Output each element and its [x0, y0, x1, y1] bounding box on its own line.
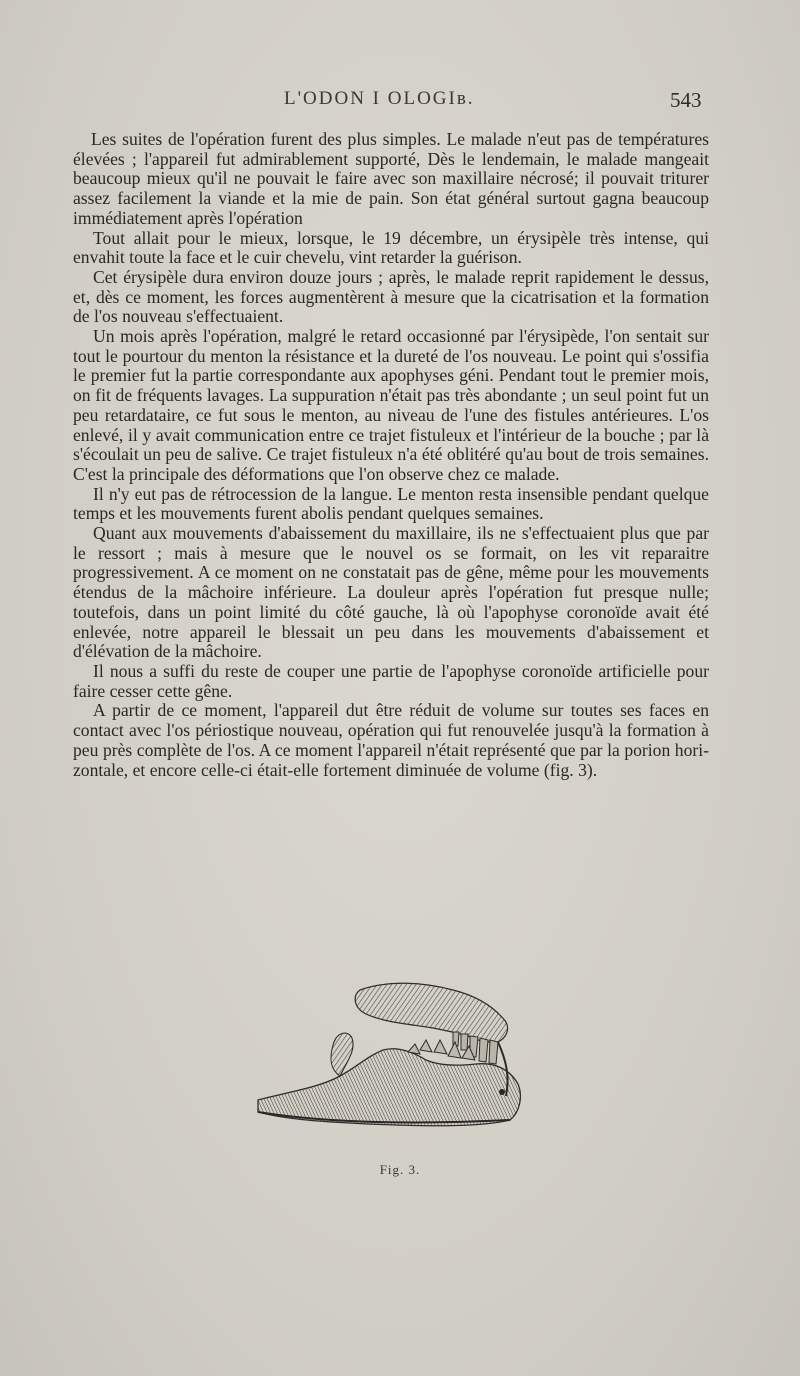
- paragraph: Cet érysipèle dura environ douze jours ; après, le malade reprit rapidement le dessus, et, dès ce moment, les forces augmentèrent à mesure que la cicatrisation et la formation de l'os nouveau s'effectuaient.: [73, 266, 709, 327]
- page-number: 543: [670, 88, 702, 112]
- paragraph: Les suites de l'opération furent des plus simples. Le malade n'eut pas de températures élevées ; l'appareil fut admirablement supporté, Dès le lendemain, le malade mangeait beaucoup mieux qu'il ne pouvait le faire avec son maxillaire nécrosé; il pouvait triturer assez facilement la viande et la mie de pain. Son état général surtout gagna beaucoup immédiatement après l'opération: [73, 129, 709, 228]
- paragraph: Un mois après l'opération, malgré le retard occasionné par l'érysipède, l'on sentait sur tout le pourtour du menton la résistance et la dureté de l'os nouveau. Le point qui s'ossifia le premier fut la partie correspondante aux apophyses géni. Pendant tout le premier mois, on fit de fréquents lavages. La suppuration n'était pas très abondante ; un seul point fut un peu retardataire, ce fut sous le menton, au niveau de l'une des fistules antérieures. L'os enlevé, il y avait communication entre ce trajet fistuleux et l'intérieur de la bouche ; par là s'écoulait un peu de salive. Ce trajet fistuleux n'a été oblitéré qu'au bout de trois semaines. C'est la principale des déformations que l'on observe chez ce malade.: [73, 326, 709, 484]
- paragraph: Il n'y eut pas de rétrocession de la langue. Le menton resta insensible pendant quelque temps et les mouvements furent abolis pendant quelques semaines.: [73, 483, 709, 524]
- running-head: [0, 88, 800, 118]
- paragraph: Il nous a suffi du reste de couper une partie de l'apophyse coronoïde artificielle pour faire cesser cette gêne.: [73, 660, 709, 701]
- jaw-prosthesis-illustration: [248, 980, 538, 1130]
- figure-caption: Fig. 3.: [379, 1162, 421, 1177]
- running-title: L'ODON I OLOGIв.: [284, 88, 475, 109]
- paragraph: Tout allait pour le mieux, lorsque, le 19 décembre, un érysipèle très intense, qui envahit toute la face et le cuir chevelu, vint retarder la guérison.: [73, 227, 709, 268]
- paragraph: Quant aux mouvements d'abaissement du maxillaire, ils ne s'effectuaient plus que par le ressort ; mais à mesure que le nouvel os se formait, on les vit reparaitre progressivement. A ce moment on ne constatait pas de gêne, même pour les mouvements étendus de la mâchoire inférieure. La douleur après l'opération fut presque nulle; toutefois, dans un point limité du côté gauche, là où l'apophyse coronoïde avait été enlevée, notre appareil le blessait un peu dans les mouvements d'abaissement et d'élévation de la mâchoire.: [73, 523, 709, 662]
- jaw-engraving: [248, 980, 538, 1130]
- body-text: [73, 130, 709, 780]
- paragraph: A partir de ce moment, l'appareil dut être réduit de volume sur toutes ses faces en contact avec l'os périostique nouveau, opération qui fut renouvelée jusqu'à la formation à peu près complète de l'os. A ce moment l'appareil n'était représenté que par la porion horizontale, et encore celle-ci était-elle fortement diminuée de volume (fig. 3).: [73, 700, 709, 780]
